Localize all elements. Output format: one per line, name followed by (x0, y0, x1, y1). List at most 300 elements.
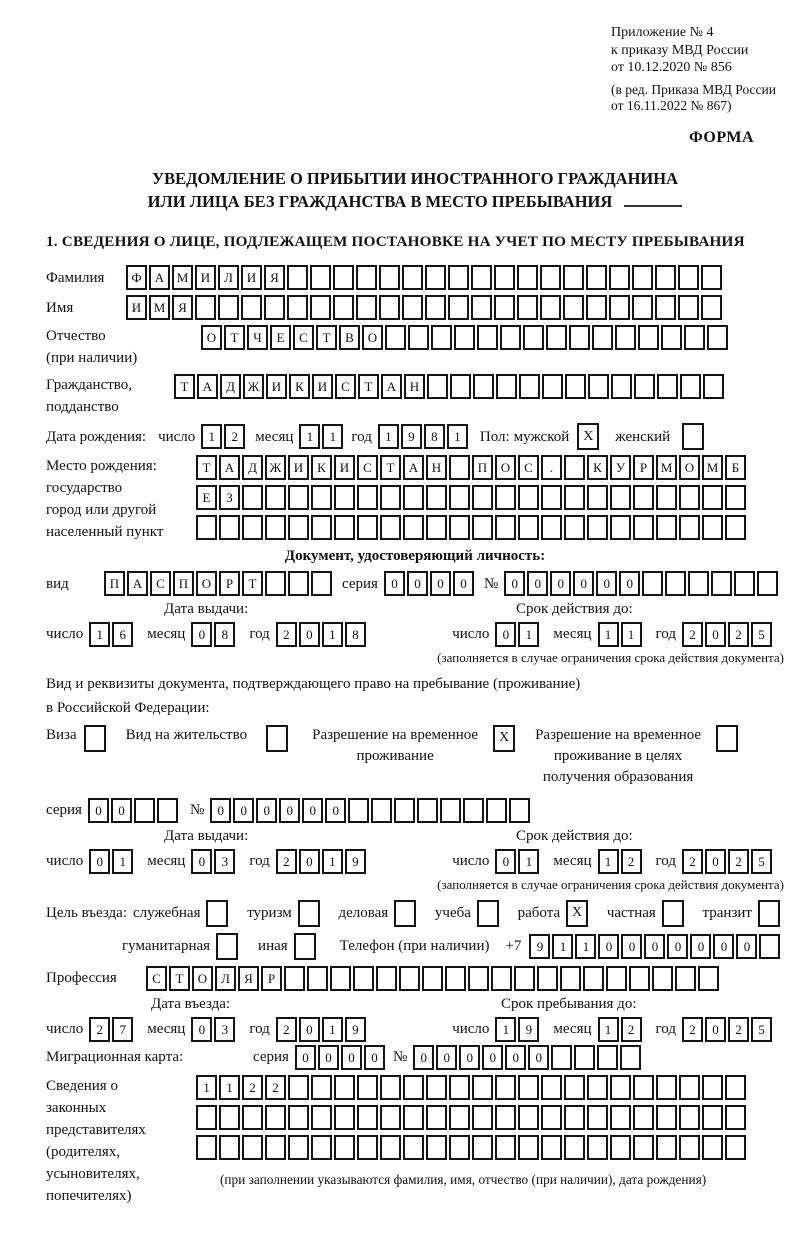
char-cell: 9 (401, 424, 422, 449)
option-residence-permit-label: Вид на жительство (125, 726, 248, 743)
representatives-label-line: попечителях) (46, 1187, 132, 1204)
purpose-transit-label: транзит (702, 904, 752, 921)
char-cell (426, 1135, 447, 1160)
surname-row (46, 265, 784, 290)
char-cell (551, 1045, 572, 1070)
char-cell: 0 (573, 571, 594, 596)
char-cell: 0 (299, 622, 320, 647)
year-label: год (351, 428, 372, 445)
char-cell: С (518, 455, 539, 480)
char-cell (702, 485, 723, 510)
char-cell: 3 (214, 849, 235, 874)
residence-doc-dates-row (46, 849, 784, 874)
char-cell (402, 265, 423, 290)
residence-permit-checkbox (266, 725, 288, 752)
char-cell: Р (219, 571, 240, 596)
restriction-note: (заполняется в случае ограничения срока действия документа) (437, 876, 784, 892)
number-label: № (483, 575, 499, 592)
char-cell: Т (358, 374, 379, 399)
char-cell: 9 (518, 1017, 539, 1042)
residence-issue-day-boxes (89, 849, 133, 874)
gender-label: Пол: (479, 428, 510, 445)
char-cell: 0 (644, 934, 665, 959)
appendix-line: от 10.12.2020 № 856 (611, 60, 732, 75)
char-cell (759, 934, 780, 959)
purpose-private-label: частная (606, 904, 656, 921)
char-cell (311, 1105, 332, 1130)
char-cell (684, 325, 705, 350)
restriction-note: (заполняется в случае ограничения срока действия документа) (437, 650, 784, 666)
char-cell: 0 (191, 849, 212, 874)
char-cell: М (149, 295, 170, 320)
char-cell (264, 295, 285, 320)
char-cell: Л (218, 265, 239, 290)
char-cell (518, 515, 539, 540)
char-cell: Н (404, 374, 425, 399)
char-cell: 9 (345, 1017, 366, 1042)
month-label: месяц (147, 1020, 186, 1037)
char-cell (472, 1075, 493, 1100)
char-cell: 0 (705, 622, 726, 647)
representatives-label (46, 1075, 176, 1207)
char-cell (157, 798, 178, 823)
char-cell (449, 1075, 470, 1100)
char-cell (679, 485, 700, 510)
char-cell: 5 (751, 1017, 772, 1042)
char-cell (471, 295, 492, 320)
phone-boxes (529, 934, 780, 959)
year-label: год (655, 1020, 676, 1037)
char-cell (468, 966, 489, 991)
char-cell: 0 (302, 798, 323, 823)
char-cell (379, 265, 400, 290)
temp-residence-checkbox: X (493, 725, 515, 752)
patronymic-label (46, 325, 201, 369)
char-cell: 0 (364, 1045, 385, 1070)
representatives-label-line: (родителях, (46, 1143, 121, 1160)
char-cell (702, 1105, 723, 1130)
char-cell: 0 (705, 849, 726, 874)
form-title-line2 (46, 190, 784, 213)
char-cell (427, 374, 448, 399)
char-cell: И (195, 265, 216, 290)
month-label: месяц (147, 626, 186, 643)
purpose-other-checkbox (294, 933, 316, 960)
char-cell: 1 (322, 424, 343, 449)
char-cell: М (702, 455, 723, 480)
residence-valid-until (452, 849, 772, 874)
char-cell (425, 295, 446, 320)
char-cell: Ф (126, 265, 147, 290)
residence-series-boxes (88, 798, 178, 823)
char-cell: И (241, 265, 262, 290)
issue-day-boxes (89, 622, 133, 647)
series-label: серия (46, 802, 82, 819)
stay-month-boxes (598, 1017, 642, 1042)
residence-issue-month-boxes (191, 849, 235, 874)
char-cell (334, 1105, 355, 1130)
char-cell (288, 1135, 309, 1160)
char-cell: 0 (256, 798, 277, 823)
char-cell (610, 1075, 631, 1100)
char-cell: 0 (527, 571, 548, 596)
char-cell (426, 515, 447, 540)
char-cell: 0 (89, 849, 110, 874)
option-temp-residence-edu-label (535, 725, 701, 788)
char-cell (265, 1105, 286, 1130)
char-cell: 1 (495, 1017, 516, 1042)
char-cell (586, 295, 607, 320)
char-cell (560, 966, 581, 991)
year-label: год (655, 852, 676, 869)
char-cell (288, 485, 309, 510)
char-cell (379, 295, 400, 320)
char-cell: Я (264, 265, 285, 290)
char-cell (597, 1045, 618, 1070)
char-cell: А (197, 374, 218, 399)
char-cell: 0 (459, 1045, 480, 1070)
char-cell: 0 (384, 571, 405, 596)
char-cell: 0 (528, 1045, 549, 1070)
char-cell (523, 325, 544, 350)
appendix-reference (611, 24, 784, 115)
phone-label: Телефон (при наличии) (339, 937, 490, 954)
char-cell (583, 966, 604, 991)
char-cell: 1 (219, 1075, 240, 1100)
purpose-study (435, 900, 499, 927)
valid-until-label: Срок действия до: (516, 601, 633, 618)
purpose-tourism-checkbox (298, 900, 320, 927)
char-cell: У (610, 455, 631, 480)
char-cell: 1 (196, 1075, 217, 1100)
char-cell (454, 325, 475, 350)
char-cell (399, 966, 420, 991)
char-cell (288, 571, 309, 596)
purpose-private-checkbox (662, 900, 684, 927)
char-cell (448, 265, 469, 290)
year-label: год (655, 626, 676, 643)
char-cell (473, 374, 494, 399)
month-label: месяц (553, 852, 592, 869)
purpose-tourism-label: туризм (247, 904, 292, 921)
char-cell: 8 (345, 622, 366, 647)
profession-row (46, 966, 784, 991)
char-cell (445, 966, 466, 991)
residence-valid-month-boxes (598, 849, 642, 874)
char-cell (472, 1135, 493, 1160)
char-cell (307, 966, 328, 991)
char-cell (486, 798, 507, 823)
purpose-business (338, 900, 416, 927)
migration-series-boxes (295, 1045, 385, 1070)
residence-doc-options (46, 725, 784, 788)
blank-line (624, 205, 682, 207)
char-cell: Ч (247, 325, 268, 350)
char-cell (403, 1105, 424, 1130)
char-cell (701, 295, 722, 320)
char-cell (592, 325, 613, 350)
char-cell: 0 (713, 934, 734, 959)
birth-place-label-line: населенный пункт (46, 524, 164, 541)
char-cell: 1 (518, 622, 539, 647)
char-cell: 0 (619, 571, 640, 596)
char-cell (408, 325, 429, 350)
birth-year-boxes (378, 424, 468, 449)
char-cell (357, 1105, 378, 1130)
char-cell (514, 966, 535, 991)
char-cell: 2 (621, 1017, 642, 1042)
birth-place-boxes-row1 (196, 455, 746, 480)
char-cell (587, 485, 608, 510)
char-cell (241, 295, 262, 320)
purpose-transit (703, 900, 780, 927)
birth-place-label (46, 455, 196, 543)
char-cell (334, 1135, 355, 1160)
month-label: месяц (553, 626, 592, 643)
char-cell: 1 (598, 1017, 619, 1042)
char-cell (196, 515, 217, 540)
char-cell (495, 515, 516, 540)
representatives-label-line: усыновителях, (46, 1165, 140, 1182)
char-cell: 2 (265, 1075, 286, 1100)
stay-day-boxes (495, 1017, 539, 1042)
purpose-business-label: деловая (338, 904, 389, 921)
char-cell (517, 295, 538, 320)
char-cell (657, 374, 678, 399)
visit-purpose-row (46, 900, 784, 927)
char-cell (403, 485, 424, 510)
char-cell (449, 455, 470, 480)
char-cell (629, 966, 650, 991)
residence-doc-series-row (46, 798, 784, 823)
char-cell (496, 374, 517, 399)
char-cell (310, 265, 331, 290)
char-cell (402, 295, 423, 320)
char-cell: Т (316, 325, 337, 350)
char-cell (242, 1105, 263, 1130)
char-cell: 0 (299, 849, 320, 874)
stay-year-boxes (682, 1017, 772, 1042)
valid-day-boxes (495, 622, 539, 647)
char-cell: 6 (112, 622, 133, 647)
representatives-boxes-row3 (196, 1135, 746, 1160)
char-cell (449, 1135, 470, 1160)
char-cell (403, 1135, 424, 1160)
char-cell (440, 798, 461, 823)
surname-boxes (126, 265, 722, 290)
char-cell (698, 966, 719, 991)
char-cell: О (192, 966, 213, 991)
char-cell: 2 (242, 1075, 263, 1100)
char-cell (679, 1075, 700, 1100)
char-cell (734, 571, 755, 596)
char-cell (380, 485, 401, 510)
given-name-boxes (126, 295, 722, 320)
char-cell (218, 295, 239, 320)
option-residence-permit (126, 725, 288, 752)
purpose-label: Цель въезда: (46, 904, 127, 921)
char-cell (265, 485, 286, 510)
char-cell (265, 571, 286, 596)
char-cell: А (381, 374, 402, 399)
birth-place-label-line: Место рождения: (46, 458, 157, 475)
year-label: год (249, 852, 270, 869)
char-cell: И (126, 295, 147, 320)
char-cell (541, 515, 562, 540)
char-cell (284, 966, 305, 991)
doc-kind-label: вид (46, 575, 69, 592)
day-label: число (46, 626, 84, 643)
year-label: год (249, 1020, 270, 1037)
char-cell: 0 (453, 571, 474, 596)
char-cell: . (541, 455, 562, 480)
char-cell (357, 1135, 378, 1160)
char-cell: 2 (276, 1017, 297, 1042)
char-cell: 2 (682, 622, 703, 647)
char-cell (509, 798, 530, 823)
issue-date-label: Дата выдачи: (164, 827, 249, 844)
char-cell (448, 295, 469, 320)
char-cell: 0 (705, 1017, 726, 1042)
char-cell: Л (215, 966, 236, 991)
purpose-work-label: работа (517, 904, 561, 921)
entry-date-label: Дата въезда: (151, 995, 231, 1012)
char-cell: П (173, 571, 194, 596)
char-cell (242, 515, 263, 540)
char-cell: Я (172, 295, 193, 320)
char-cell: 0 (596, 571, 617, 596)
citizenship-label-line1: Гражданство, (46, 377, 133, 394)
issue-month-boxes (191, 622, 235, 647)
char-cell (587, 1075, 608, 1100)
char-cell (219, 1105, 240, 1130)
char-cell (563, 295, 584, 320)
char-cell: 0 (318, 1045, 339, 1070)
purpose-work-checkbox: X (566, 900, 588, 927)
char-cell: 9 (345, 849, 366, 874)
char-cell (611, 374, 632, 399)
char-cell: И (266, 374, 287, 399)
purpose-official-checkbox (206, 900, 228, 927)
char-cell (665, 571, 686, 596)
phone-prefix: +7 (505, 937, 522, 954)
purpose-study-label: учеба (434, 904, 471, 921)
char-cell: 2 (224, 424, 245, 449)
migration-card-label: Миграционная карта: (46, 1049, 184, 1066)
char-cell (541, 1135, 562, 1160)
char-cell: Д (242, 455, 263, 480)
purpose-humanitarian-label: гуманитарная (122, 937, 211, 954)
char-cell: 0 (295, 1045, 316, 1070)
day-label: число (452, 1020, 490, 1037)
form-title-line2-text: ИЛИ ЛИЦА БЕЗ ГРАЖДАНСТВА В МЕСТО ПРЕБЫВАНИЯ (147, 192, 613, 212)
char-cell (565, 374, 586, 399)
residence-doc-date-headers (46, 828, 784, 847)
representatives-row (46, 1075, 784, 1207)
char-cell (638, 325, 659, 350)
char-cell (376, 966, 397, 991)
char-cell (701, 265, 722, 290)
char-cell (634, 374, 655, 399)
char-cell (494, 265, 515, 290)
form-title-line1: УВЕДОМЛЕНИЕ О ПРИБЫТИИ ИНОСТРАННОГО ГРАЖДАНИНА (151, 169, 679, 189)
char-cell (500, 325, 521, 350)
valid-year-boxes (682, 622, 772, 647)
char-cell: Т (174, 374, 195, 399)
char-cell: 0 (191, 622, 212, 647)
char-cell: 2 (728, 622, 749, 647)
char-cell: О (201, 325, 222, 350)
residence-valid-year-boxes (682, 849, 772, 874)
char-cell (587, 1105, 608, 1130)
birth-place-boxes-row3 (196, 515, 746, 540)
month-label: месяц (553, 1020, 592, 1037)
char-cell: 1 (322, 849, 343, 874)
char-cell: 0 (482, 1045, 503, 1070)
char-cell: 0 (690, 934, 711, 959)
char-cell (703, 374, 724, 399)
char-cell (656, 1105, 677, 1130)
char-cell: 2 (728, 849, 749, 874)
char-cell: 5 (751, 622, 772, 647)
char-cell (288, 515, 309, 540)
char-cell (517, 265, 538, 290)
given-name-label: Имя (46, 299, 74, 316)
char-cell: Т (196, 455, 217, 480)
char-cell (711, 571, 732, 596)
char-cell (633, 485, 654, 510)
char-cell: 0 (299, 1017, 320, 1042)
char-cell: С (335, 374, 356, 399)
char-cell (196, 1105, 217, 1130)
entry-month-boxes (191, 1017, 235, 1042)
char-cell (546, 325, 567, 350)
char-cell (426, 1075, 447, 1100)
char-cell: К (289, 374, 310, 399)
residence-valid-day-boxes (495, 849, 539, 874)
char-cell: 1 (518, 849, 539, 874)
char-cell (609, 265, 630, 290)
char-cell (541, 1075, 562, 1100)
issue-year-boxes (276, 622, 366, 647)
char-cell (334, 485, 355, 510)
char-cell (380, 1135, 401, 1160)
char-cell (569, 325, 590, 350)
char-cell (725, 515, 746, 540)
char-cell: Т (380, 455, 401, 480)
char-cell (633, 1105, 654, 1130)
char-cell (310, 295, 331, 320)
purpose-work (518, 900, 589, 927)
representatives-label-line: законных (46, 1099, 107, 1116)
char-cell: 1 (447, 424, 468, 449)
option-visa (46, 725, 106, 752)
char-cell (587, 1135, 608, 1160)
char-cell (495, 1135, 516, 1160)
char-cell (606, 966, 627, 991)
char-cell: С (357, 455, 378, 480)
char-cell (564, 485, 585, 510)
identity-doc-dates-row (46, 622, 784, 647)
char-cell: О (196, 571, 217, 596)
valid-month-boxes (598, 622, 642, 647)
char-cell (357, 485, 378, 510)
representatives-boxes-row2 (196, 1105, 746, 1130)
char-cell (537, 966, 558, 991)
char-cell: Р (633, 455, 654, 480)
char-cell: 1 (89, 622, 110, 647)
char-cell (540, 295, 561, 320)
